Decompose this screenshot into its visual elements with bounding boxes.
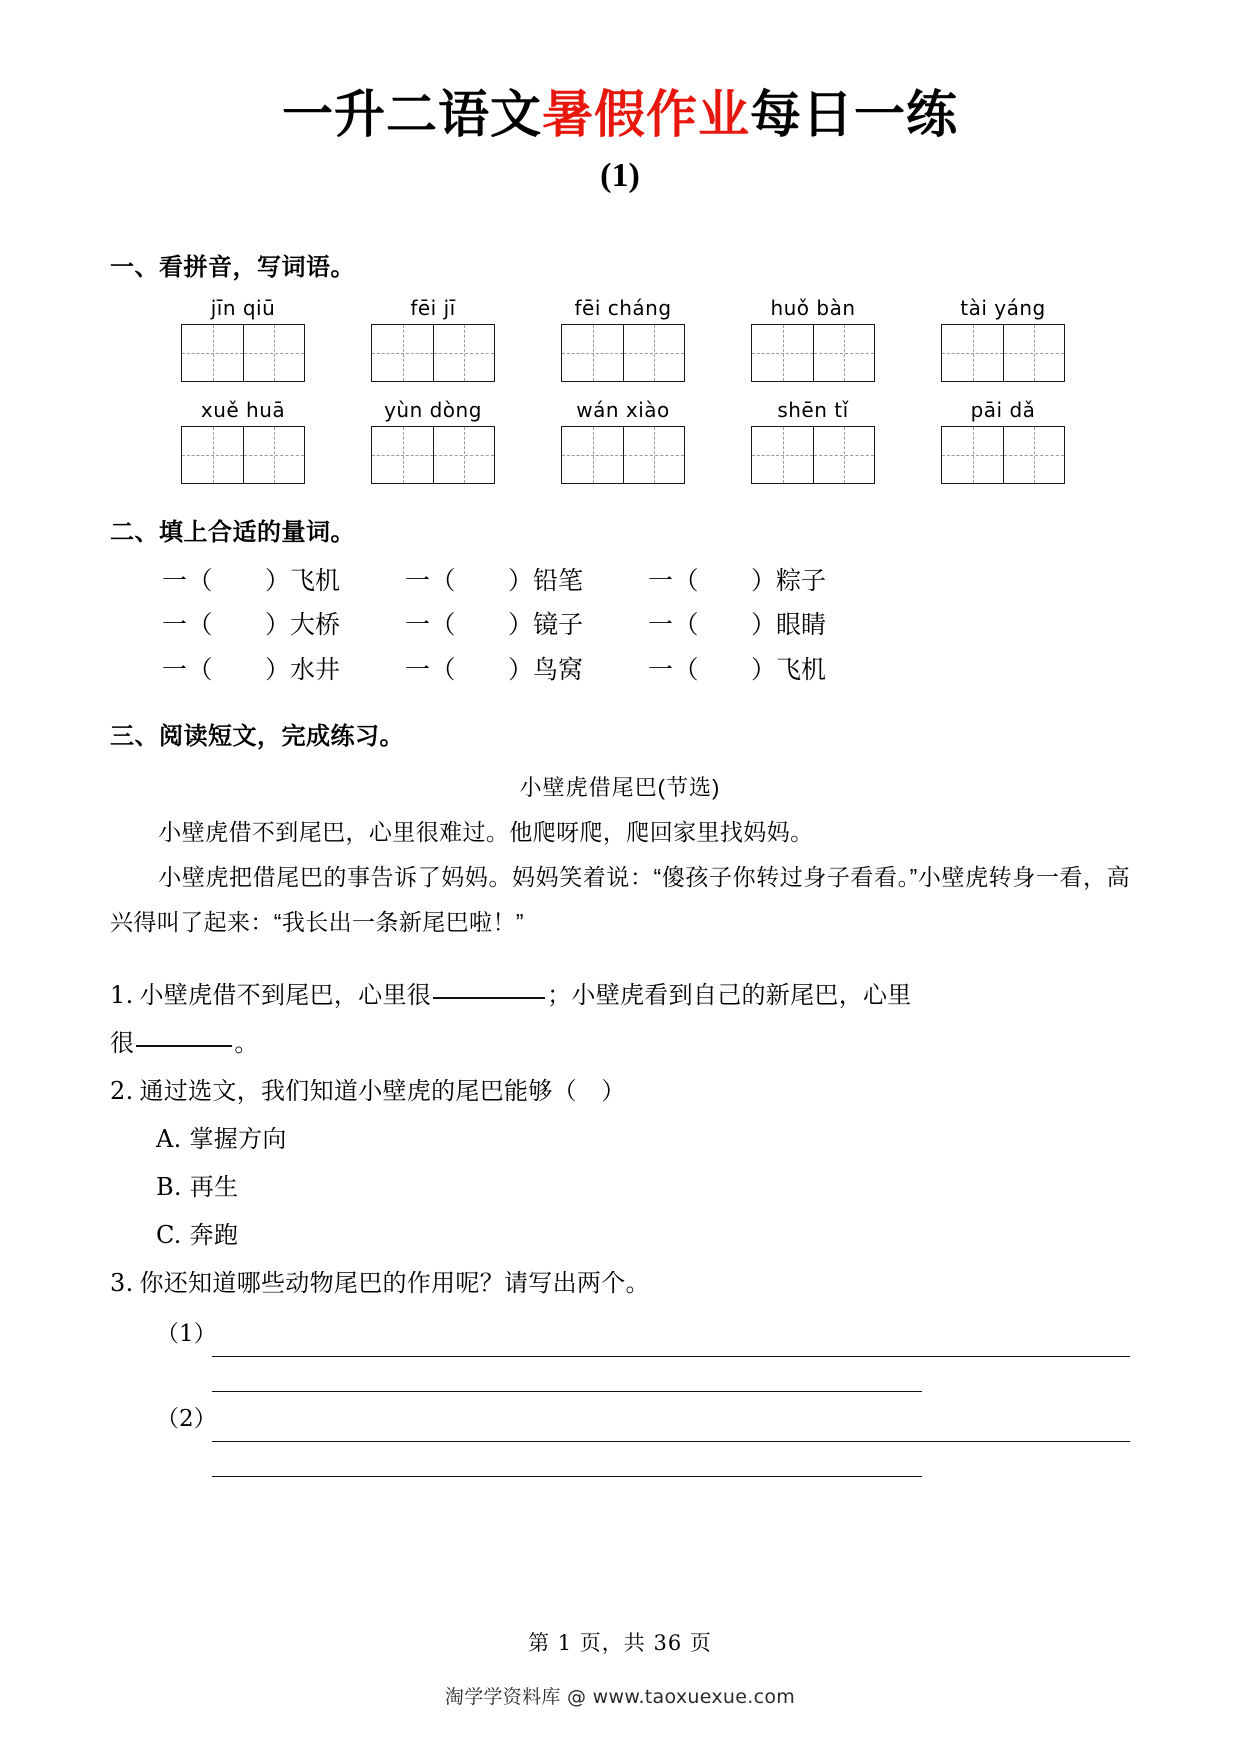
measure-word-noun: 铅笔 [533,565,584,595]
measure-word-item[interactable] [405,603,648,648]
watermark: 淘学学资料库 @ www.taoxuexue.com [444,1686,796,1708]
grid-square [433,325,494,381]
grid-square [372,325,433,381]
word-cell [358,398,508,484]
tianzige-grid[interactable] [751,426,875,484]
sub-label: （2） [156,1405,217,1432]
question-text: 小壁虎借不到尾巴，心里很 [139,980,432,1009]
grid-square [813,325,874,381]
question-number: 3. [110,1268,134,1297]
tianzige-grid[interactable] [561,426,685,484]
pinyin-label: xuě huā [200,397,286,422]
pinyin-label: tài yáng [960,295,1046,320]
measure-word-row [110,648,1130,693]
pinyin-row-1 [110,296,1130,382]
grid-square [1003,325,1064,381]
answer-line[interactable] [212,1411,1130,1442]
grid-square [182,325,243,381]
pinyin-label: huǒ bàn [770,295,856,320]
layout-spacer [156,1357,212,1392]
measure-word-item[interactable] [648,603,891,648]
tianzige-grid[interactable] [181,426,305,484]
question-text-cont: ；小壁虎看到自己的新尾巴，心里 [547,980,912,1009]
layout-spacer [156,1442,212,1477]
pinyin-label: fēi jī [410,295,456,320]
measure-word-noun: 镜子 [533,610,584,640]
sub-label: （1） [156,1320,217,1347]
page-subtitle: (1) [600,156,640,194]
question-number: 2. [110,1076,134,1105]
blank-parenthesis-open: 一（ [405,654,457,684]
tianzige-grid[interactable] [371,324,495,382]
answer-slot-2-continuation [110,1442,1130,1477]
grid-square [1003,427,1064,483]
pinyin-writing-block [110,296,1130,484]
pinyin-label: shēn tǐ [777,397,849,422]
word-cell [928,296,1078,382]
blank-parenthesis-close: ） [751,565,777,595]
word-cell [738,398,888,484]
section-1-heading: 一、看拼音，写词语。 [110,251,355,281]
tianzige-grid[interactable] [751,324,875,382]
fill-blank[interactable] [136,1045,232,1047]
pinyin-row-2 [110,398,1130,484]
grid-square [752,325,813,381]
reading-passage [110,767,1130,944]
question-3 [110,1259,1130,1307]
grid-square [433,427,494,483]
tianzige-grid[interactable] [181,324,305,382]
measure-word-noun: 飞机 [290,565,341,595]
grid-square [243,427,304,483]
tianzige-grid[interactable] [941,324,1065,382]
answer-line[interactable] [212,1442,922,1477]
measure-word-row [110,559,1130,604]
measure-word-item[interactable] [162,648,405,693]
word-cell [548,296,698,382]
measure-word-noun: 飞机 [776,654,827,684]
word-cell [738,296,888,382]
grid-square [623,325,684,381]
title-highlight: 暑假作业 [541,85,750,145]
grid-square [942,325,1003,381]
word-cell [928,398,1078,484]
word-cell [168,296,318,382]
measure-word-item[interactable] [162,559,405,604]
grid-square [623,427,684,483]
question-1 [110,971,1130,1019]
blank-parenthesis-close: ） [508,565,534,595]
blank-parenthesis-open: 一（ [648,654,700,684]
blank-parenthesis-close: ） [265,610,291,640]
title-prefix: 一升二语文 [281,85,542,145]
question-text-cont: 很 [110,1028,135,1057]
blank-parenthesis-open: 一（ [648,565,700,595]
blank-parenthesis-open: 一（ [405,565,457,595]
grid-square [562,427,623,483]
word-cell [168,398,318,484]
tianzige-grid[interactable] [371,426,495,484]
blank-parenthesis-close: ） [265,654,291,684]
word-cell [548,398,698,484]
blank-parenthesis-close: ） [751,610,777,640]
answer-slot-1 [110,1311,1130,1357]
measure-word-item[interactable] [648,559,891,604]
answer-slot-1-continuation [110,1357,1130,1392]
grid-square [243,325,304,381]
measure-word-noun: 鸟窝 [533,654,584,684]
pinyin-label: wán xiào [576,397,670,422]
question-number: 1. [110,980,134,1009]
grid-square [372,427,433,483]
blank-parenthesis-close: ） [265,565,291,595]
grid-square [813,427,874,483]
page-title [110,86,1130,145]
measure-word-item[interactable] [162,603,405,648]
blank-parenthesis-open: 一（ [162,565,214,595]
answer-line[interactable] [212,1326,1130,1357]
measure-word-item[interactable] [405,559,648,604]
blank-parenthesis-open: 一（ [405,610,457,640]
measure-word-block [110,559,1130,693]
passage-paragraph: 小壁虎借不到尾巴，心里很难过。他爬呀爬，爬回家里找妈妈。 [158,819,814,846]
title-suffix: 每日一练 [750,85,959,145]
section-2-heading: 二、填上合适的量词。 [110,516,355,546]
grid-square [942,427,1003,483]
question-1-line-2 [110,1019,1130,1067]
title-block [110,0,1130,195]
measure-word-noun: 眼睛 [776,610,827,640]
blank-parenthesis-open: 一（ [648,610,700,640]
measure-word-noun: 水井 [290,654,341,684]
question-list [110,971,1130,1477]
measure-word-noun: 粽子 [776,565,827,595]
option-a[interactable]: A. 掌握方向 [156,1124,287,1153]
answer-line[interactable] [212,1357,922,1392]
question-text-end: 。 [234,1028,259,1057]
pinyin-label: fēi cháng [574,295,672,320]
passage-paragraph: 小壁虎把借尾巴的事告诉了妈妈。妈妈笑着说：“傻孩子你转过身子看看。”小壁虎转身一看，高兴得叫了起来：“我长出一条新尾巴啦！” [110,863,1130,935]
grid-square [182,427,243,483]
pinyin-label: yùn dòng [384,397,482,422]
fill-blank[interactable] [433,997,545,999]
option-b[interactable]: B. 再生 [156,1172,239,1201]
measure-word-noun: 大桥 [290,610,341,640]
word-cell [358,296,508,382]
pinyin-label: jīn qiū [210,295,276,320]
measure-word-row [110,603,1130,648]
page-footer: 第 1 页，共 36 页 [528,1631,712,1655]
question-2 [110,1067,1130,1115]
grid-square [752,427,813,483]
measure-word-item[interactable] [405,648,648,693]
tianzige-grid[interactable] [561,324,685,382]
tianzige-grid[interactable] [941,426,1065,484]
option-c[interactable]: C. 奔跑 [156,1220,239,1249]
blank-parenthesis-close: ） [751,654,777,684]
grid-square [562,325,623,381]
blank-parenthesis-open: 一（ [162,610,214,640]
blank-parenthesis-open: 一（ [162,654,214,684]
question-text: 通过选文，我们知道小壁虎的尾巴能够（ ） [139,1076,626,1105]
blank-parenthesis-close: ） [508,610,534,640]
pinyin-label: pāi dǎ [970,397,1036,422]
passage-title: 小壁虎借尾巴(节选) [519,775,721,801]
measure-word-item[interactable] [648,648,891,693]
question-text: 你还知道哪些动物尾巴的作用呢？请写出两个。 [139,1268,650,1297]
answer-slot-2 [110,1396,1130,1442]
section-3-heading: 三、阅读短文，完成练习。 [110,721,404,751]
blank-parenthesis-close: ） [508,654,534,684]
